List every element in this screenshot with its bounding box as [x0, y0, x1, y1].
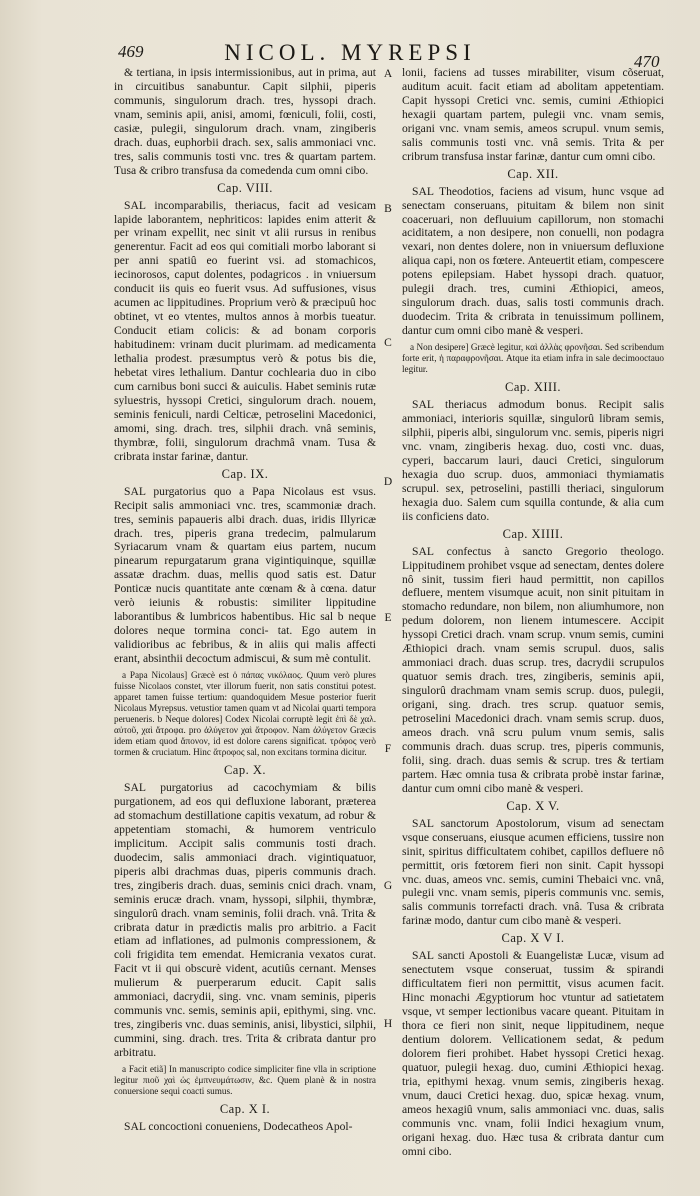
margin-letter-b: B	[384, 203, 392, 215]
margin-letter-f: F	[384, 743, 392, 755]
paragraph: SAL Theodotios, faciens ad visum, hunc vsque ad senectam conseruans, pituitam & bilem non sinit coaceruari, non defluuium capillorum, non stomachi aciditatem, a non desipere, non conuelli, non podagra vexari, non dentes dolere, non in vniuersum defluxione aliqua capi, non os fœtere. Anteuertit etiam, compescere potens epilepsiam. Habet hyssopi drach. quatuor, pulegii drach. tres, cumini Æthiopici, ameos, singulorum drach. duas, salis tosti communis drach. duodecim. Trita & cribrata in tenuissimum pollinem, dantur cum omni cibo manè & vesperi.	[402, 184, 664, 338]
footnote: a Papa Nicolaus] Græcè est ὁ πάπας νικόλαος. Quum verò plures fuisse Nicolaos constet, vter illorum fuerit, non satis constitui potest. apparet tamen fuisse tertium: quandoquidem Mesue posterior fuerit Nicolaus Myrepsus. vetustior tamen quam vt ad Nicolai quarti tempora perueneris. b Neque dolores] Codex Nicolai corruptè legit ἐπὶ δὲ χαλ. αὐτοῦ, χαὶ ἄτροφα. pro ἀλύγετον χαὶ ἄτροφον. Nam ἀλύγετον Græcis idem etiam quod ἄπονον, id est dolore carens significat. τρόφος verò tormen & cruciatum. Hinc ἄτροφος sal, non excitans tormina dicitur.	[114, 670, 376, 758]
margin-letter-g: G	[383, 880, 393, 892]
chapter-heading: Cap. XIII.	[504, 380, 562, 395]
chapter-heading: Cap. X V I.	[501, 931, 565, 946]
running-title: NICOL. MYREPSI	[224, 40, 476, 65]
paragraph: lonii, faciens ad tusses mirabiliter, visum cõseruat, auditum acuit. facit etiam ad abolitam appetentiam. Capit hyssopi Cretici vnc. semis, cumini Æthiopici hexagii quartam partem, pulegii vnc. vnam semis, origani vnc. vnam semis, ameos scrupul. vnum semis, salis communis tosti vnc. vnâ semis. Trita & per cribrum transfusa instar farinæ, dantur cum omni cibo.	[402, 66, 664, 163]
paragraph: & tertiana, in ipsis intermissionibus, aut in prima, aut in circuitibus sanabuntur. Capit silphii, piperis communis, singulorum drach. tres, hyssopi drach. vnam, seminis apii, anisi, amomi, fœniculi, folii, costi, casiæ, pulegii, singulorum drach. vnam, zingiberis drach. duas, euphorbii drach. sex, salis ammoniaci vnc. tres, salis communis tosti vnc. tres & quartam partem. Tusa & cribro transfusa da comedenda cum omni cibo.	[114, 66, 376, 177]
chapter-heading: Cap. XII.	[507, 166, 559, 181]
paragraph: SAL purgatorius ad cacochymiam & bilis purgationem, ad eos qui defluxione laborant, præterea ad stomachum destillatione capitis vexatum, ad robur & appetentiam stomachi, & humorem ventriculo implicitum. Accipit salis communis tosti drach. duodecim, salis ammoniaci drach. vigintiquatuor, piperis albi drachmas duas, piperis communis drach. tres, zingiberis drach. duas, seminis cnici drach. vnam, seminis erucæ drach. vnam, hyssopi, silphii, thymbræ, singulorû drach. vnam seminis, folii drach. vnâ. Trita & cribrata datur in prædictis malis pro arbitrio. a Facit etiam ad inflationes, ad pulmonis compressionem, & coli frigidita tem emendat. Hemicrania vexatos curat. Facit vt ii qui obscurè vident, acutiûs cernant. Menses mulierum & puerperarum educit. Capit salis ammoniaci, dacrydii, sing. vnc. vnam seminis, piperis communis vnc. semis, seminis apii, epithymi, sing. vnc. tres, zingiberis vnc. duas seminis, anisi, libystici, silphii, cummini, sing. drach. tres. Trita & cribrata dantur pro arbitratu.	[114, 780, 376, 1060]
right-column	[402, 66, 664, 1159]
paragraph: SAL sanctorum Apostolorum, visum ad senectam vsque conseruans, eiusque acumen efficiens, tussire non sinit, spiritus difficultatem cohibet, capillos defluere nô permittit, oris fœtorem fieri non sinit. Capit hyssopi vnc. duas, ameos vnc. semis, cumini Thebaici vnc. vnâ, pulegii vnc. vnam semis, piperis communis vnc. semis, salis communis torrefacti drach. vnâ. Tusa & cribrata farinæ modo, dantur cum cibo manè & vesperi.	[402, 816, 664, 928]
margin-letter-c: C	[384, 337, 392, 349]
margin-letter-a: A	[383, 68, 393, 80]
chapter-heading: Cap. X.	[223, 763, 267, 778]
chapter-heading: Cap. X I.	[219, 1102, 271, 1117]
margin-letter-d: D	[383, 476, 393, 488]
left-column	[114, 66, 376, 1134]
paragraph: SAL confectus à sancto Gregorio theologo. Lippitudinem prohibet vsque ad senectam, dentes dolere nô sinit, tussim fieri haud permittit, non capillos defluere, mentem visumque acuit, non sinit pituitam in stomacho redundare, non bilem, non aliumhumore, non pedum dolorem, non lienem intumescere. Accipit hyssopi Cretici drach. vnam scrup. vnum semis, cumini Æthiopici drach. vnam semis scrupul. duos, salis ammoniaci drach. duas scrup. tres, dacrydii scrupulos quatuor semis drach. tres, zingiberis, seminis apii, singulorû drachmam vnam semis scrup. duos, pulegii, origani, sing. drach. tres scrup. quatuor semis, petroselini Macedonici drach. vnam semis scrup. duos, ameos drach. vnâ scru pulum vnum semis, salis communis drach. duas scrup. tres, piperis communis, folii, sing. drach. duas semis & scrup. tres & tertiam partem. Hæc omnia tusa & cribrata probè instar farinæ, dantur cum omni cibo manè & vesperi.	[402, 544, 664, 795]
paragraph: SAL sancti Apostoli & Euangelistæ Lucæ, visum ad senectutem vsque conseruat, tussim & spirandi difficultatem fieri non permittit, visus acumen facit. Hinc monachi Ægyptiorum hoc vtuntur ad satietatem vsque, vt semper lectionibus vacare queant. Pituitam in thora ce fieri non sinit, neque lippitudinem, neque dentium dolorem. Vellicationem sedat, & pedum dolorem fieri prohibet. Habet hyssopi Cretici hexag. quatuor, pulegii hexag. duo, cumini Æthiopici hexag. tria, epithymi hexag. vnum semis, zingiberis hexag. vnum, dauci Cretici hexag. duo, spicæ hexag. vnum, ameos hexagiû vnum, salis ammoniaci vnc. duas, salis communis vnc. vnam, folii Indici hexagium vnum, origani hexag. duo. Hæc tusa & cribrata dantur cum omni cibo.	[402, 949, 664, 1158]
paragraph: SAL concoctioni conueniens, Dodecatheos Apol-	[124, 1120, 353, 1133]
chapter-heading: Cap. IX.	[221, 466, 269, 481]
paragraph: SAL incomparabilis, theriacus, facit ad vesicam lapide laborantem, nephriticos: lapides enim atterit & per vrinam expellit, nec sinit vt alii rursus in renibus generentur. Facit ad eos qui comitiali morbo laborant si per anni spatiû eo fuerint vsi. ad stomachicos, iecinorosos, caput dolentes, podagricos . in vniuersum conducit iis quis eo fuerit vsus. Ad suffusiones, visus acumen ac lippitudines. Proprium verò & præcipuû hoc obtinet, vt eo vtentes, multos annos à morbis tueatur. Conducit etiam colicis: & ad bonam corporis habitudinem: vrinam ducit plurimam. ad medicamenta lethalia prodest. præsumptus verò & potus bis die, hebetat vires lethalium. Dantur cochlearia duo in cibo cum carnibus boni succi & auiculis. Habet seminis rutæ syluestris, hyssopi Cretici, singulorum drach. nouem, seminis feniculi, nardi Celticæ, petroselini Macedonici, amomi, sing. drach. tres, silphii drach. vnâ seminis, thymbræ, folii, singulorum drachmâ vnam. Tusa & cribrata instar farinæ, dantur.	[114, 198, 376, 463]
footnote: a Non desipere] Græcè legitur, καὶ ἀλλὰς φρονῆσαι. Sed scribendum forte erit, ἡ παραφρονῆσαι. Atque ita etiam infra in sale decimooctauo legitur.	[402, 342, 664, 375]
margin-letter-e: E	[384, 612, 392, 624]
footnote: a Facit etiã] In manuscripto codice simpliciter fine vlla in scriptione legitur πιοῦ χαὶ ὡς ἐμπνευμάτωσιν, &c. Quem planè & in nostra conuersione sequi coacti sumus.	[114, 1064, 376, 1097]
paragraph: SAL purgatorius quo a Papa Nicolaus est vsus. Recipit salis ammoniaci vnc. tres, scammoniæ drach. tres, seminis papaueris albi drach. duas, iridis Illyricæ drach. tres, piperis grana tredecim, palmularum Syriacarum vnam & quartam eius partem, nucum pinearum repurgatarum grana vigintiquinque, squillæ assatæ drachm. duas, mellis quod satis est. Datur Ponticæ nucis quantitate ante cœnam & à cœna. datur verò ieiunis & robustis: similiter lippitudine laborantibus & lumbricos habentibus. Hic sal b neque dolores neque tormina conci- tat. Ego autem in validioribus ac febribus, & in aliis qui malis affecti erant, absinthii decoctum admiscui, & sum mè contulit.	[114, 484, 376, 666]
chapter-heading: Cap. VIII.	[217, 180, 273, 195]
margin-letter-h: H	[383, 1018, 393, 1030]
chapter-heading: Cap. XIIII.	[502, 526, 564, 541]
chapter-heading: Cap. X V.	[506, 798, 560, 813]
right-page-number: 470	[634, 52, 660, 71]
left-page-number: 469	[118, 42, 144, 61]
paragraph: SAL theriacus admodum bonus. Recipit salis ammoniaci, interioris squillæ, singulorû libram semis, silphii, piperis albi, singulorum vnc. semis, piperis nigri vnc. vnam, zingiberis hexag. duo, costi vnc. duas, cyperi, baccarum lauri, dauci Cretici, singulorum hexagia duo scrup. duos, ammoniaci thymiamatis scrupul. sex, petroselini, pastilli theriaci, singulorum hexagia duo. Salem cum squilla contunde, & alia cum iis conficiens dato.	[402, 398, 664, 523]
